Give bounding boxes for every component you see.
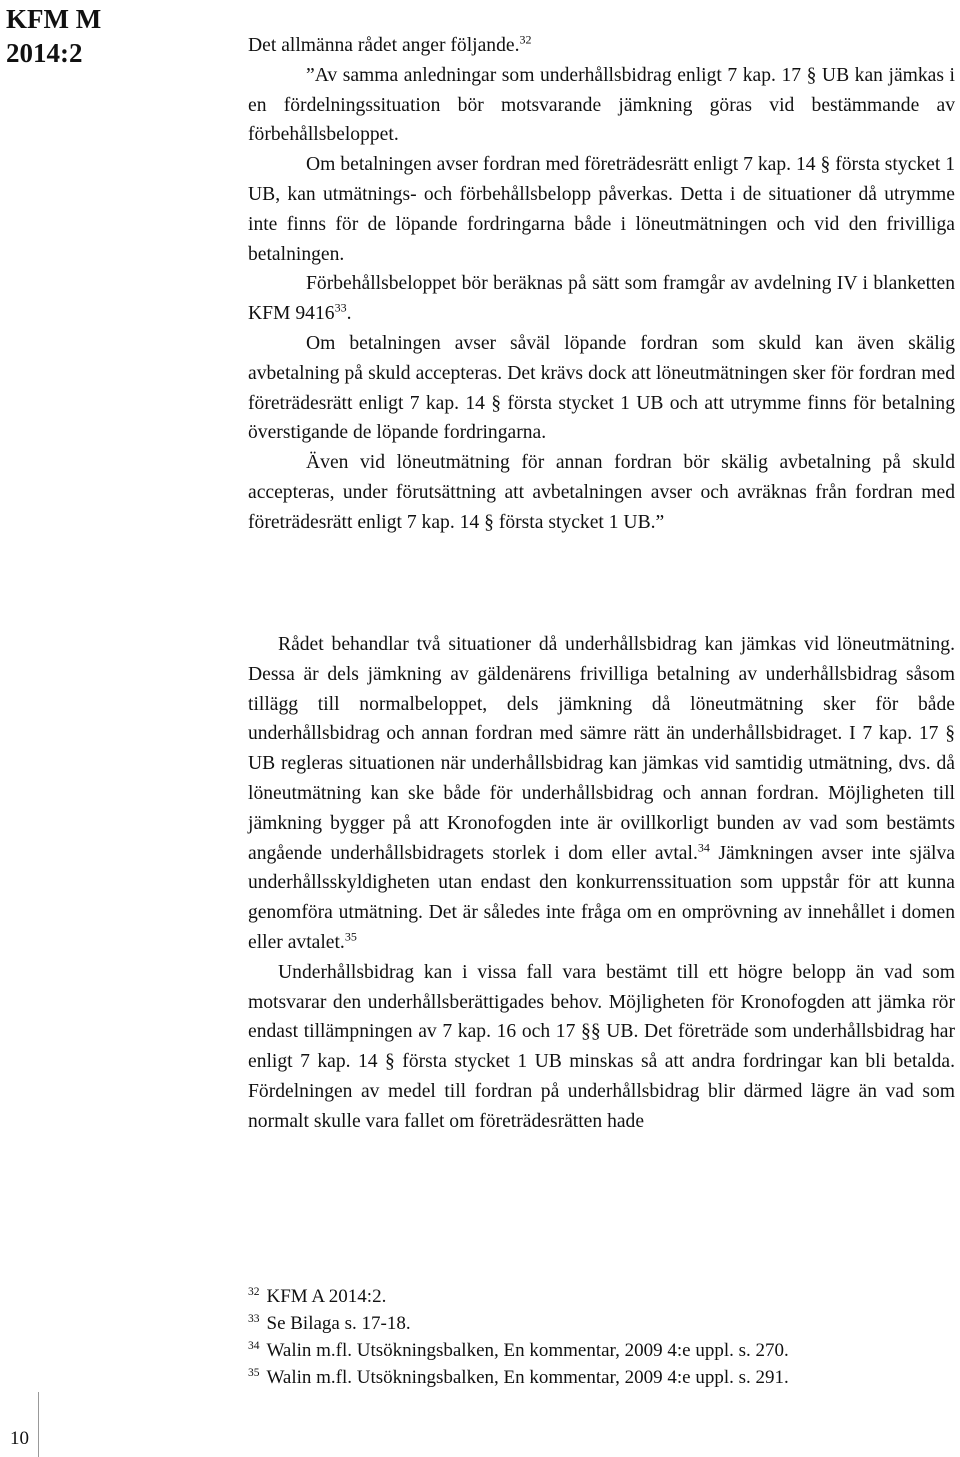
body-paragraph-2: Underhållsbidrag kan i vissa fall vara bestämt till ett högre belopp än vad som motsvarar den underhållsberättigades behov. Möjligheten för Kronofogden att jämka rör endast tillämpningen av 7 kap. 16 och 17 §§ UB. Det företräde som underhållsbidrag har enligt 7 kap. 14 § första stycket 1 UB minskas så att andra fordringar kan bli betalda. Fördelningen av medel till fordran på underhållsbidrag blir därmed lägre än vad som normalt skulle vara fallet om företrädesrätten hade [248, 961, 955, 1132]
quote-paragraph-3: Förbehållsbeloppet bör beräknas på sätt som framgår av avdelning IV i blanketten KFM 9416$^{33}$. [248, 273, 955, 325]
footnote-item: $^{32}$ KFM A 2014:2. [248, 1285, 387, 1307]
header-year: 2014:2 [6, 38, 83, 68]
commentary-body [248, 630, 955, 1137]
document-header [6, 2, 101, 70]
footnote-ref-35: 35 [344, 929, 357, 944]
footnote-ref-34: 34 [697, 840, 710, 855]
footnote-item: $^{34}$ Walin m.fl. Utsökningsbalken, En kommentar, 2009 4:e uppl. s. 270. [248, 1339, 789, 1361]
page-number: 10 [10, 1428, 29, 1449]
footnote-ref-33: 33 [334, 300, 347, 315]
quote-intro: Det allmänna rådet anger följande.$^{32}$ [248, 32, 532, 56]
quote-paragraph-2: Om betalningen avser fordran med företrädesrätt enligt 7 kap. 14 § första stycket 1 UB, kan utmätnings- och förbehållsbelopp påverkas. Detta i de situationer då utrymme inte finns för de löpande fordringarna både i löneutmätningen och vid den frivilliga betalningen. [248, 154, 955, 265]
footnote-item: $^{33}$ Se Bilaga s. 17-18. [248, 1312, 411, 1334]
quote-paragraph-1: ”Av samma anledningar som underhållsbidrag enligt 7 kap. 17 § UB kan jämkas i en fördelningssituation bör motsvarande jämkning göras vid bestämmande av förbehållsbeloppet. [248, 64, 955, 146]
quote-paragraph-4: Om betalningen avser såväl löpande fordran som skuld kan även skälig avbetalning på skuld accepteras. Det krävs dock att löneutmätningen sker för fordran med företrädesrätt enligt 7 kap. 14 § första stycket 1 UB och att utrymme finns för betalning överstigande de löpande fordringarna. [248, 332, 955, 444]
footnote-divider [248, 1268, 358, 1269]
quote-paragraph-5: Även vid löneutmätning för annan fordran bör skälig avbetalning på skuld accepteras, under förutsättning att avbetalningen avser och avräknas från fordran med företrädesrätt enligt 7 kap. 14 § första stycket 1 UB.” [248, 452, 955, 533]
footnote-ref-32: 32 [519, 32, 532, 47]
footnotes [248, 1283, 789, 1391]
body-paragraph-1: Rådet behandlar två situationer då underhållsbidrag kan jämkas vid löneutmätning. Dessa är dels jämkning av gäldenärens frivilliga betalning av underhållsbidrag såsom tillägg till normalbeloppet, dels jämkning då löneutmätning sker för både underhållsbidrag och annan fordran med sämre rätt än underhållsbidraget. I 7 kap. 17 § UB regleras situationen när underhållsbidrag kan jämkas vid samtidig utmätning, dvs. då löneutmätning kan ske både för underhållsbidrag och annan fordran. Möjligheten till jämkning bygger på att Kronofogden inte är ovillkorligt bunden av vad som bestämts angående underhållsbidragets storlek i dom eller avtal.$^{34}$ Jämkningen avser inte själva underhållsskyldigheten utan endast den konkurrenssituation som uppstår för att kunna genomföra utmätning. Det är således inte fråga om en omprövning av innehållet i domen eller avtalet.$^{35}$ [248, 634, 955, 953]
footnote-item: $^{35}$ Walin m.fl. Utsökningsbalken, En kommentar, 2009 4:e uppl. s. 291. [248, 1366, 789, 1388]
header-series: KFM M [6, 4, 102, 34]
general-advice-quote [248, 31, 955, 538]
